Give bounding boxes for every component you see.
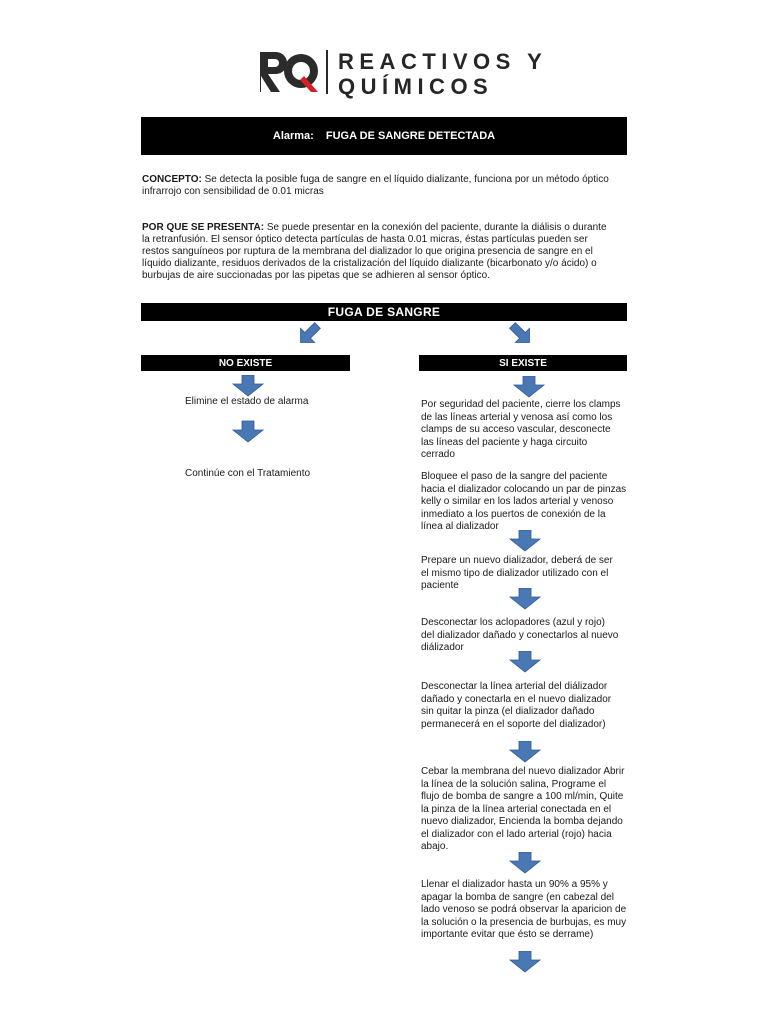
logo-line2: QUÍMICOS bbox=[338, 74, 494, 99]
alarm-label: Alarma: bbox=[272, 130, 314, 142]
arrow-down-icon bbox=[231, 420, 265, 444]
rq-logo-icon bbox=[258, 50, 320, 94]
cause-text: Se puede presentar en la conexión del paciente, durante la diálisis o durante la retranfusión. El sensor óptico detecta partículas de hasta 0.01 micras, éstas partículas pueden ser restos sanguíneos por ruptura de la membrana del dializador lo que origina presencia de sangre en el líquido dializante, residuos derivados de la cristalización del líquido dializante (bicarbonato y/o ácido) o burbujas de aire succionadas por las pipetas que se adhieren al sensor óptico. bbox=[142, 222, 607, 281]
logo-line1: REACTIVOS Y bbox=[338, 49, 548, 74]
arrow-down-icon bbox=[512, 376, 546, 398]
si-existe-step-1: Por seguridad del paciente, cierre los clamps de las líneas arterial y venosa así como los clamps de su acceso vascular, desconecte las líneas del paciente y haga circuito cerrado bbox=[421, 399, 621, 460]
cause-paragraph bbox=[142, 222, 612, 282]
concept-paragraph bbox=[142, 174, 612, 198]
flow-header: FUGA DE SANGRE bbox=[141, 303, 627, 321]
arrow-down-icon bbox=[231, 375, 265, 397]
no-existe-step-2: Continúe con el Tratamiento bbox=[185, 468, 311, 479]
concept-label: CONCEPTO: bbox=[142, 174, 202, 185]
alarm-name: FUGA DE SANGRE DETECTADA bbox=[325, 130, 496, 142]
si-existe-step-6: Cebar la membrana del nuevo dializador Abrir la línea de la solución salina, Programe el flujo de bomba de sangre a 100 ml/min, Quite la pinza de la línea arterial conectada en el nuevo dializador, Encienda la bomba dejando el dializador con el lado arterial (rojo) hacia abajo. bbox=[421, 766, 625, 852]
si-existe-header: SI EXISTE bbox=[419, 355, 627, 371]
si-existe-step-4: Desconectar los aclopadores (azul y rojo) del dializador dañado y conectarlos al nuevo diálizador bbox=[421, 617, 619, 653]
si-existe-step-3: Prepare un nuevo dializador, deberá de ser el mismo tipo de dializador utilizado con el paciente bbox=[421, 555, 613, 591]
si-existe-step-5: Desconectar la línea arterial del diálizador dañado y conectarla en el nuevo dializador sin quitar la pinza (el dializador dañado permanecerá en el soporte del dializador) bbox=[421, 681, 612, 730]
arrow-down-icon bbox=[508, 741, 542, 763]
no-existe-step-1: Elimine el estado de alarma bbox=[185, 396, 309, 407]
arrow-down-icon bbox=[508, 651, 542, 673]
concept-text: Se detecta la posible fuga de sangre en el líquido dializante, funciona por un método óptico infrarrojo con sensibilidad de 0.01 micras bbox=[142, 174, 609, 197]
no-existe-header: NO EXISTE bbox=[141, 355, 350, 371]
si-existe-step-2: Bloquee el paso de la sangre del paciente hacia el dializador colocando un par de pinzas kelly o similar en los lados arterial y venoso inmediato a los puertos de conexión de la línea al dializador bbox=[421, 471, 627, 532]
cause-label: POR QUE SE PRESENTA: bbox=[142, 222, 265, 233]
arrow-down-icon bbox=[508, 951, 542, 973]
arrow-down-right-icon bbox=[506, 322, 536, 346]
alarm-title-bar bbox=[141, 117, 627, 155]
arrow-down-icon bbox=[508, 530, 542, 552]
arrow-down-icon bbox=[508, 852, 542, 874]
logo-divider bbox=[326, 50, 328, 94]
arrow-down-icon bbox=[508, 588, 542, 610]
si-existe-step-7: Llenar el dializador hasta un 90% a 95% y apagar la bomba de sangre (en cabezal del lado venoso se podrá observar la aparicion de la solución o la presencia de burbujas, es muy importante evitar que ésto se derrame) bbox=[421, 879, 627, 940]
logo-wordmark bbox=[338, 49, 547, 99]
arrow-down-left-icon bbox=[294, 322, 324, 346]
